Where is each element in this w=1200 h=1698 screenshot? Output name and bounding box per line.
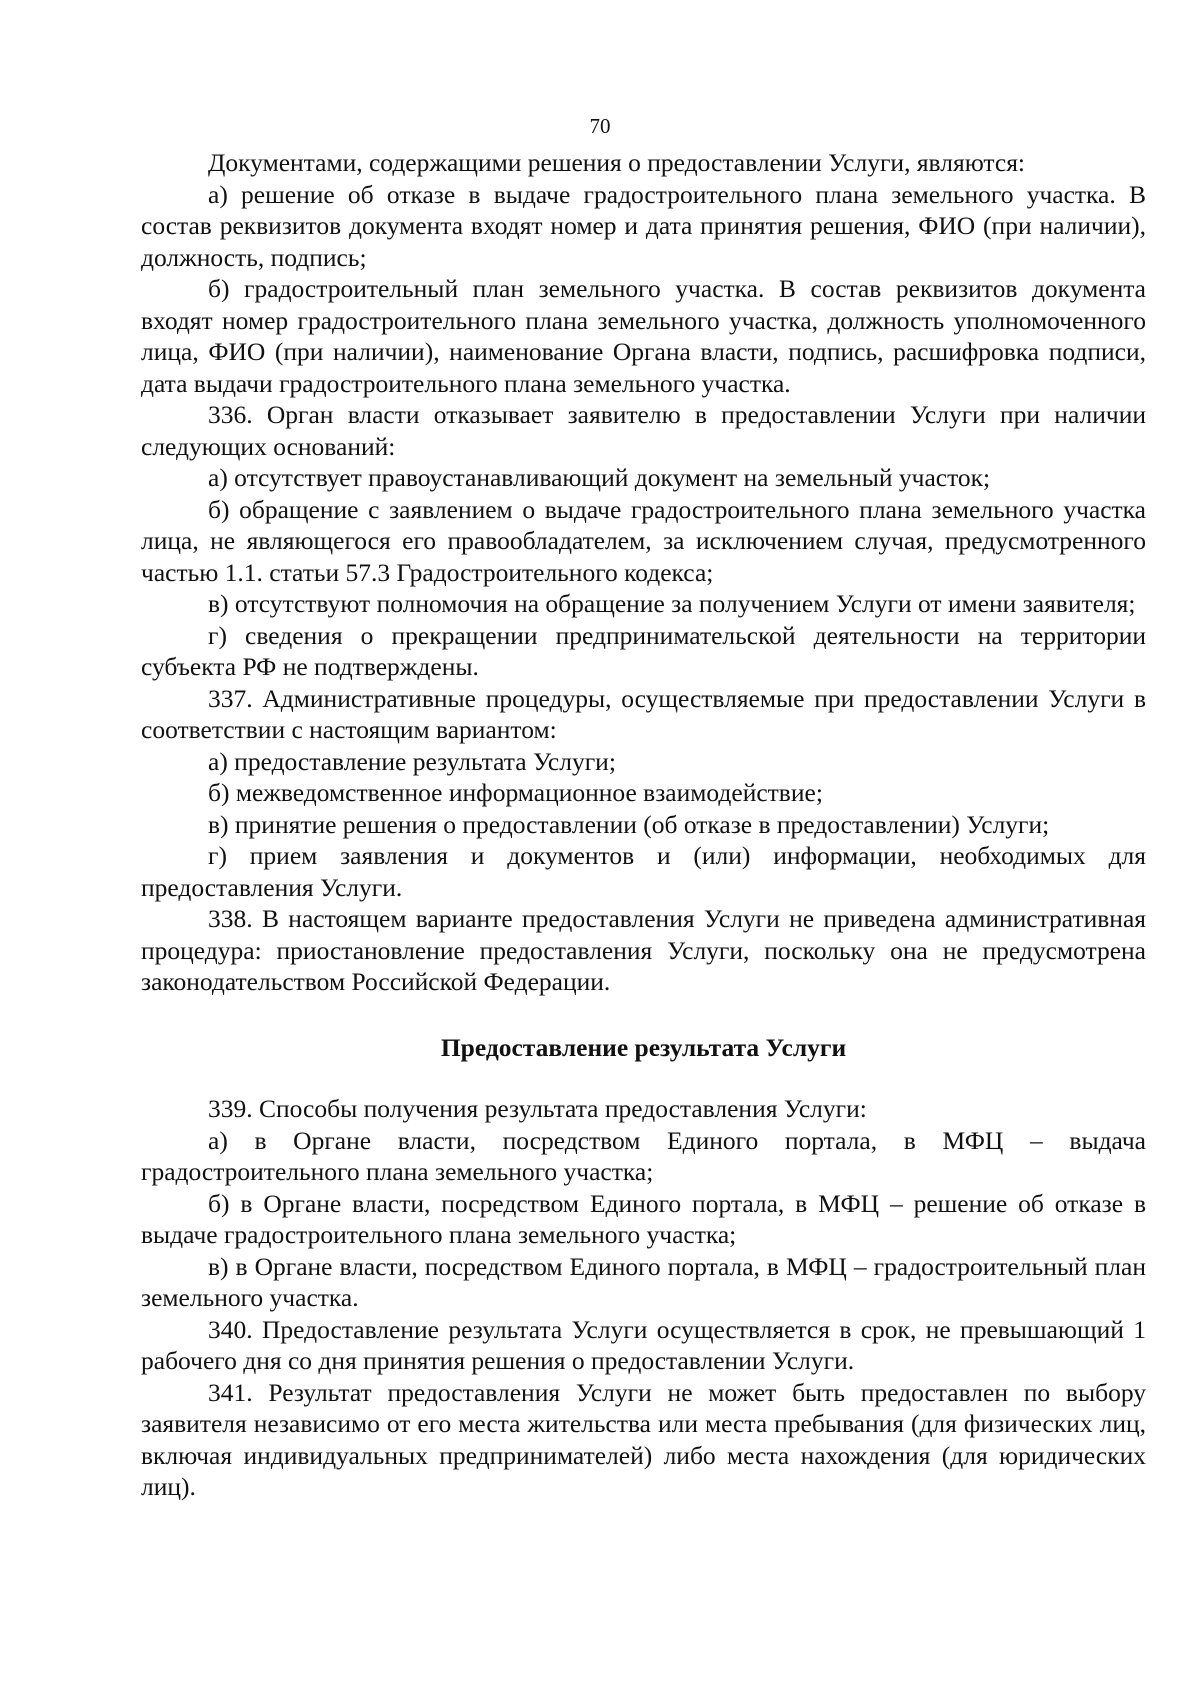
paragraph: 336. Орган власти отказывает заявителю в предоставлении Услуги при наличии следующих оснований: [141,400,1146,461]
paragraph: 338. В настоящем варианте предоставления Услуги не приведена административная процедура: приостановление предоставления Услуги, поскольку она не предусмотрена законодательством Российской Федерации. [141,904,1146,996]
paragraph: б) градостроительный план земельного участка. В состав реквизитов документа входят номер градостроительного плана земельного участка, должность уполномоченного лица, ФИО (при наличии), наименование Органа власти, подпись, расшифровка подписи, дата выдачи градостроительного плана земельного участка. [141,274,1146,398]
paragraph: б) в Органе власти, посредством Единого портала, в МФЦ – решение об отказе в выдаче градостроительного плана земельного участка; [141,1188,1146,1249]
paragraph: г) сведения о прекращении предпринимательской деятельности на территории субъекта РФ не подтверждены. [141,620,1146,681]
paragraph: а) отсутствует правоустанавливающий документ на земельный участок; [208,463,991,492]
paragraph: г) прием заявления и документов и (или) информации, необходимых для предоставления Услуги. [141,841,1146,902]
paragraph: 341. Результат предоставления Услуги не может быть предоставлен по выбору заявителя независимо от его места жительства или места пребывания (для физических лиц, включая индивидуальных предпринимателей) либо места нахождения (для юридических лиц). [141,1377,1146,1501]
section-heading: Предоставление результата Услуги [440,1032,847,1062]
paragraph: 340. Предоставление результата Услуги осуществляется в срок, не превышающий 1 рабочего дня со дня принятия решения о предоставлении Услуги. [141,1314,1146,1375]
paragraph: в) отсутствуют полномочия на обращение за получением Услуги от имени заявителя; [208,589,1136,618]
page-number: 70 [589,114,611,138]
paragraph: б) обращение с заявлением о выдаче градостроительного плана земельного участка лица, не являющегося его правообладателем, за исключением случая, предусмотренного частью 1.1. статьи 57.3 Градостроительного кодекса; [141,494,1146,587]
paragraph: в) принятие решения о предоставлении (об отказе в предоставлении) Услуги; [208,809,1050,839]
paragraph: Документами, содержащими решения о предоставлении Услуги, являются: [208,148,1026,177]
paragraph: а) предоставление результата Услуги; [208,746,616,776]
paragraph: а) решение об отказе в выдаче градостроительного плана земельного участка. В состав реквизитов документа входят номер и дата принятия решения, ФИО (при наличии), должность, подпись; [141,179,1146,272]
paragraph: б) межведомственное информационное взаимодействие; [208,778,823,807]
paragraph: в) в Органе власти, посредством Единого портала, в МФЦ – градостроительный план земельного участка. [141,1251,1146,1312]
paragraph: 337. Административные процедуры, осуществляемые при предоставлении Услуги в соответствии с настоящим вариантом: [141,683,1146,744]
document-body [141,147,1146,1503]
paragraph: 339. Способы получения результата предоставления Услуги: [208,1094,867,1123]
paragraph: а) в Органе власти, посредством Единого портала, в МФЦ – выдача градостроительного плана земельного участка; [141,1125,1146,1186]
